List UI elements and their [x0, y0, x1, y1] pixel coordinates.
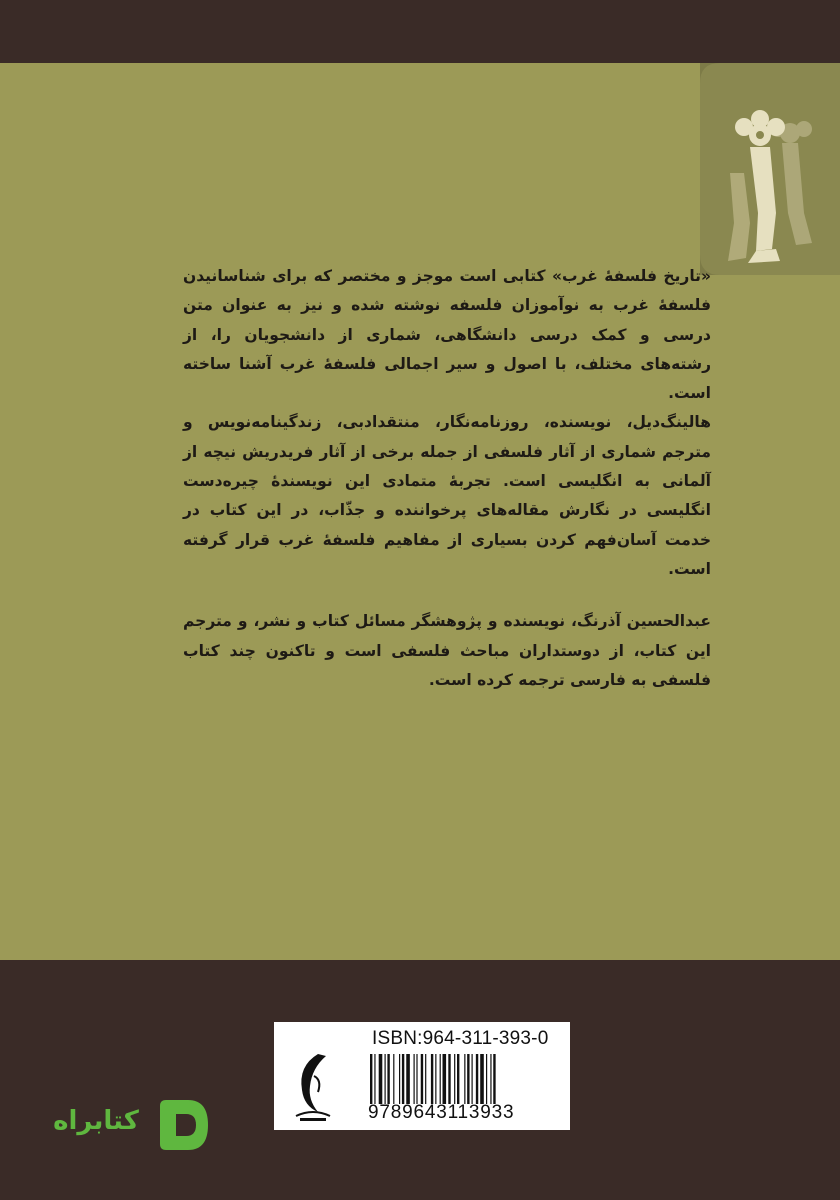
- description-paragraph-3: عبدالحسین آذرنگ، نویسنده و پژوهشگر مسائل کتاب و نشر، و مترجم این کتاب، از دوستداران مباحث فلسفی است و تاکنون چند کتاب فلسفی به فارسی ترجمه کرده است.: [183, 612, 711, 689]
- ketabrah-watermark: [36, 1092, 216, 1162]
- keys-emblem-icon: [700, 63, 840, 275]
- description-paragraph-1: «تاریخ فلسفهٔ غرب» کتابی است موجز و مختصر که برای شناسانیدن فلسفهٔ غرب به نوآموزان فلسفه نوشته شده و نیز به عنوان متن درسی و کمک درسی دانشگاهی، شماری از دانشجویان را، از رشته‌های مختلف، با اصول و سیر اجمالی فلسفهٔ غرب آشنا ساخته است.: [183, 267, 711, 403]
- ketabrah-logo-icon: [154, 1096, 212, 1154]
- top-dark-band: [0, 0, 840, 63]
- barcode-icon: [370, 1054, 560, 1104]
- barcode-digits: 9789643113933: [368, 1102, 515, 1123]
- description-paragraph-2: هالینگ‌دیل، نویسنده، روزنامه‌نگار، منتقدادبی، زندگینامه‌نویس و مترجم شماری از آثار فلسفی از جمله برخی از آثار فریدریش نیچه از آلمانی به انگلیسی است. تجربهٔ متمادی این نویسندهٔ چیره‌دست انگلیسی در نگارش مقاله‌های پرخواننده و جذّاب، در این کتاب در خدمت آسان‌فهم کردن بسیاری از مفاهیم فلسفهٔ غرب قرار گرفته است.: [183, 413, 711, 578]
- publisher-logo-icon: [288, 1046, 338, 1124]
- isbn-label: ISBN:964-311-393-0: [372, 1028, 549, 1049]
- watermark-text: کتابراه: [53, 1106, 139, 1136]
- cover-description: [183, 262, 711, 695]
- isbn-barcode-box: [274, 1022, 570, 1130]
